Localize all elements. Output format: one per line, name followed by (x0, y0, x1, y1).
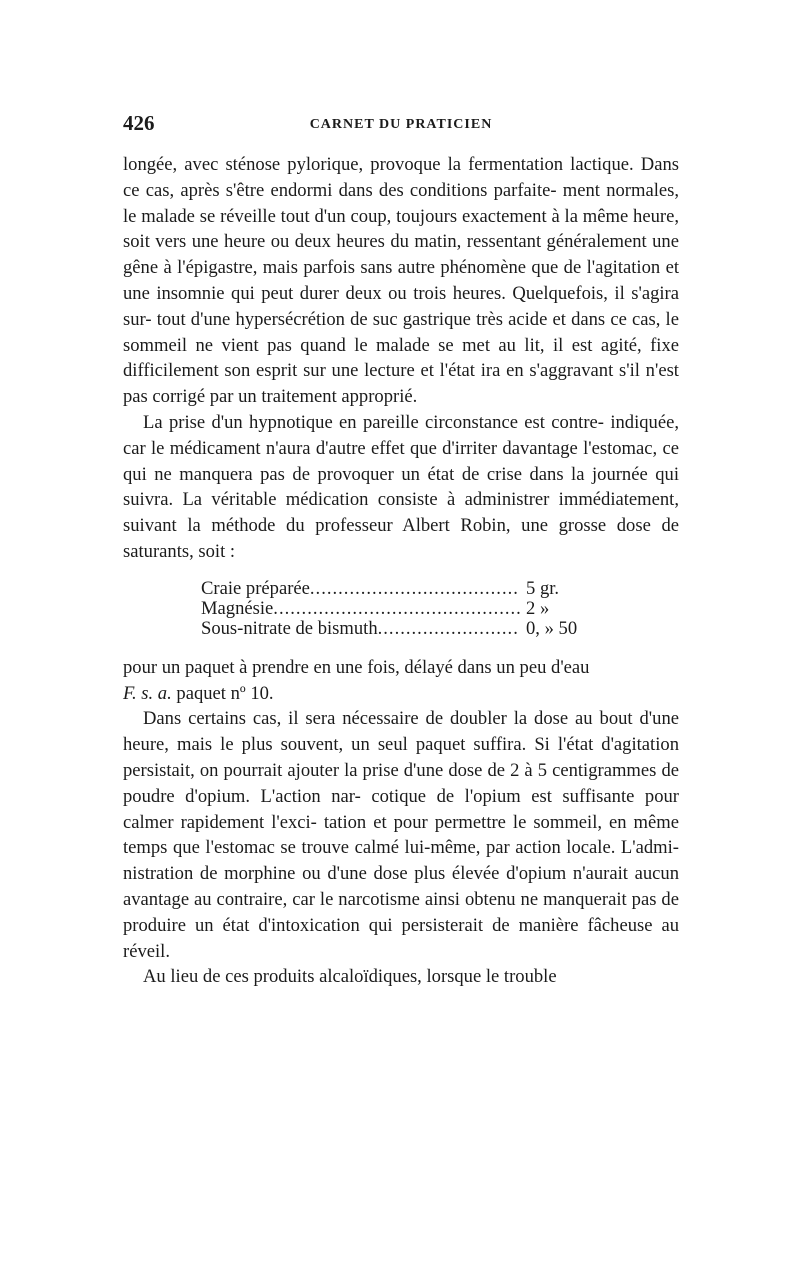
text-line: parfois sans autre phénomène que de l'agitation et une insomnie (123, 257, 680, 304)
text-line: exactement à la même heure, soit vers une heure ou deux heures (123, 205, 679, 253)
text-line: manquerait pas de produire un état d'intoxication qui persisterait (123, 888, 679, 936)
paragraph-3 (123, 706, 679, 964)
text-line: qui peut durer deux ou trois heures. Quelquefois, il s'agira sur- (123, 282, 679, 330)
text-line: Dans ce cas, après s'être endormi dans des conditions parfaite- (123, 154, 679, 201)
text-line: professeur Albert Robin, une grosse dose de saturants, soit : (123, 515, 679, 562)
text-line: l'estomac se trouve calmé lui-même, par action locale. L'admi- (205, 837, 679, 859)
text-line: indiquée, car le médicament n'aura d'autre effet que d'irriter (123, 411, 680, 459)
leader-dots (310, 579, 520, 599)
text-line: cotique de l'opium est suffisante pour calmer rapidement l'exci- (123, 785, 680, 833)
text-line: Au lieu de ces produits alcaloïdiques, lorsque le trouble (143, 966, 557, 988)
text-line: tout d'une hypersécrétion de suc gastrique très acide et dans ce (156, 308, 627, 330)
text-line: bout d'une heure, mais le plus souvent, un seul paquet suffira. (123, 708, 679, 756)
text-line: du matin, ressentant généralement une gêne à l'épigastre, mais (123, 231, 679, 279)
text-line: dose de 2 à 5 centigrammes de poudre d'opium. L'action nar- (123, 759, 679, 807)
text-line: longée, avec sténose pylorique, provoque la fermentation lactique. (123, 154, 634, 175)
recipe-item (201, 579, 596, 599)
recipe-item-name: Sous-nitrate de bismuth (201, 617, 378, 639)
paragraph-2 (123, 410, 679, 565)
leader-dots (378, 619, 520, 639)
text-line: davantage l'estomac, ce qui ne manquera pas de provoquer un (123, 437, 679, 485)
recipe-item-quantity: 5 gr. (526, 577, 560, 599)
running-title: CARNET DU PRATICIEN (309, 117, 493, 132)
text-line: de manière fâcheuse au réveil. (123, 914, 680, 962)
recipe-item (201, 619, 596, 639)
text-line: Dans certains cas, il sera nécessaire de doubler la dose au (143, 708, 593, 730)
leader-dots (273, 599, 520, 619)
text-line: La prise d'un hypnotique en pareille circonstance est contre- (143, 411, 604, 433)
recipe-item-quantity: 2 » (526, 597, 550, 619)
recipe-item-name: Magnésie (201, 597, 274, 619)
text-line: pour un paquet à prendre en une fois, délayé dans un peu d'eau (123, 656, 590, 678)
text-line: aucun avantage au contraire, car le narcotisme ainsi obtenu ne (123, 863, 679, 910)
text-line: consiste à administrer immédiatement, suivant la méthode du (123, 489, 679, 537)
page-header (123, 111, 679, 141)
recipe-list (201, 579, 596, 639)
text-line: agité, fixe difficilement son esprit sur une lecture et l'état ira en (123, 334, 680, 382)
text-line: tation et pour permettre le sommeil, en même temps que (123, 811, 679, 859)
formula-abbreviation: F. s. a. (123, 682, 172, 704)
paragraph-after-recipe (123, 655, 679, 707)
text-line: Si l'état d'agitation persistait, on pourrait ajouter la prise d'une (123, 734, 679, 781)
text-line: s'aggravant s'il n'est pas corrigé par un traitement approprié. (123, 360, 679, 408)
text-line: cas, le sommeil ne vient pas quand le malade se met au lit, il est (123, 308, 679, 356)
recipe-item (201, 599, 596, 619)
recipe-item-name: Craie préparée (201, 577, 310, 599)
body-text (123, 152, 679, 990)
text-line: état de crise dans la journée qui suivra. La véritable médication (123, 463, 679, 511)
page-number: 426 (123, 111, 155, 135)
text-line: ment normales, le malade se réveille tout d'un coup, toujours (123, 179, 679, 227)
recipe-item-quantity: 0, » 50 (526, 617, 578, 639)
paragraph-1 (123, 152, 679, 410)
paragraph-4 (123, 964, 679, 990)
text-line: paquet nº 10. (171, 682, 274, 704)
text-line: nistration de morphine ou d'une dose plus élevée d'opium n'aurait (123, 863, 628, 885)
